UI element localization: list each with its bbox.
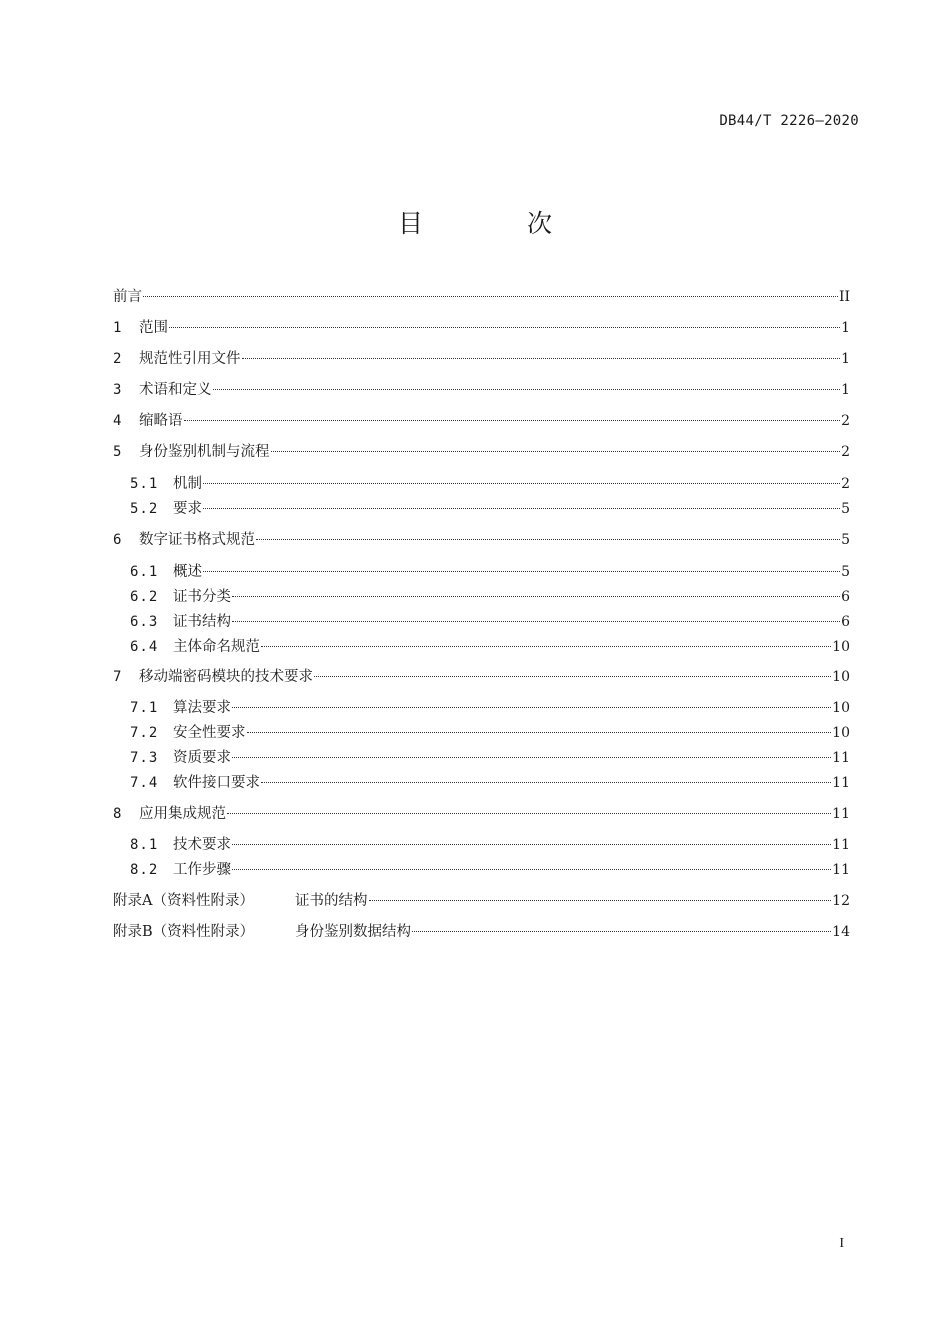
toc-entry-number: 6.3 [130, 614, 159, 630]
toc-entry-number: 附录A（资料性附录） [113, 893, 254, 909]
toc-entry-number: 5 [113, 444, 122, 460]
toc-entry-label: 机制 [173, 476, 202, 492]
toc-dot-leader [261, 646, 831, 647]
toc-entry-label: 概述 [173, 564, 202, 580]
toc-dot-leader [261, 782, 831, 783]
toc-entry-number: 3 [113, 382, 122, 398]
toc-entry[interactable] [130, 747, 850, 769]
toc-entry[interactable] [130, 611, 850, 633]
toc-entry-number: 7.2 [130, 725, 159, 741]
toc-dot-leader [314, 676, 831, 677]
toc-entry[interactable] [130, 722, 850, 744]
document-code: DB44/T 2226—2020 [719, 113, 859, 129]
toc-entry-label: 应用集成规范 [139, 806, 226, 822]
toc-entry-number: 6.4 [130, 639, 159, 655]
toc-entry-label: 证书的结构 [295, 893, 368, 909]
toc-entry-page: 11 [832, 837, 850, 853]
toc-entry-number: 7.4 [130, 775, 159, 791]
toc-dot-leader [213, 389, 841, 390]
toc-entry[interactable] [130, 772, 850, 794]
toc-entry-page: 5 [841, 532, 850, 548]
toc-entry-page: 10 [832, 700, 850, 716]
toc-title: 目 次 [398, 209, 600, 238]
toc-entry-label: 资质要求 [173, 750, 231, 766]
toc-entry[interactable] [130, 697, 850, 719]
toc-entry-label: 范围 [139, 320, 168, 336]
toc-entry-page: 11 [832, 806, 850, 822]
toc-entry-page: 11 [832, 750, 850, 766]
toc-dot-leader [232, 621, 840, 622]
toc-entry[interactable] [113, 529, 850, 551]
toc-dot-leader [203, 483, 840, 484]
toc-dot-leader [369, 900, 832, 901]
toc-entry-label: 前言 [113, 289, 142, 305]
toc-entry[interactable] [130, 636, 850, 658]
toc-entry-number: 2 [113, 351, 122, 367]
toc-entry[interactable] [113, 410, 850, 432]
toc-entry-label: 移动端密码模块的技术要求 [139, 669, 313, 685]
toc-entry[interactable] [113, 348, 850, 370]
toc-entry-label: 算法要求 [173, 700, 231, 716]
toc-entry[interactable] [113, 317, 850, 339]
toc-entry[interactable] [130, 586, 850, 608]
toc-entry-page: II [838, 289, 850, 305]
toc-entry-label: 身份鉴别机制与流程 [139, 444, 270, 460]
toc-dot-leader [412, 931, 831, 932]
toc-entry[interactable] [113, 379, 850, 401]
toc-dot-leader [184, 420, 841, 421]
toc-entry-page: 5 [841, 564, 850, 580]
toc-dot-leader [169, 327, 840, 328]
toc-entry-label: 术语和定义 [139, 382, 212, 398]
toc-entry-page: 10 [832, 725, 850, 741]
toc-entry[interactable] [113, 803, 850, 825]
toc-entry-label: 安全性要求 [173, 725, 246, 741]
toc-entry-label: 证书分类 [173, 589, 231, 605]
toc-dot-leader [247, 732, 832, 733]
toc-entry-number: 附录B（资料性附录） [113, 924, 255, 940]
toc-entry-page: 6 [841, 589, 850, 605]
toc-entry-label: 要求 [173, 501, 202, 517]
toc-entry-page: 5 [841, 501, 850, 517]
toc-entry-number: 6.1 [130, 564, 159, 580]
toc-entry-number: 1 [113, 320, 122, 336]
toc-entry-page: 11 [832, 775, 850, 791]
toc-entry-page: 11 [832, 862, 850, 878]
toc-dot-leader [232, 707, 831, 708]
toc-entry-number: 5.2 [130, 501, 159, 517]
toc-dot-leader [232, 596, 840, 597]
toc-dot-leader [256, 539, 840, 540]
toc-entry-label: 工作步骤 [173, 862, 231, 878]
toc-entry-number: 8.2 [130, 862, 159, 878]
toc-dot-leader [203, 508, 840, 509]
footer-page-number: I [839, 1236, 844, 1251]
toc-dot-leader [232, 844, 831, 845]
toc-entry[interactable] [130, 498, 850, 520]
toc-entry-page: 1 [841, 351, 850, 367]
toc-entry-label: 证书结构 [173, 614, 231, 630]
toc-entry[interactable] [113, 286, 850, 308]
toc-entry-page: 2 [841, 476, 850, 492]
toc-entry-page: 10 [832, 639, 850, 655]
toc-entry-number: 7 [113, 669, 122, 685]
toc-entry-number: 5.1 [130, 476, 159, 492]
toc-entry-number: 8.1 [130, 837, 159, 853]
toc-entry-page: 10 [832, 669, 850, 685]
toc-entry-number: 4 [113, 413, 122, 429]
toc-entry[interactable] [113, 441, 850, 463]
toc-entry-page: 1 [841, 382, 850, 398]
toc-entry-label: 软件接口要求 [173, 775, 260, 791]
toc-dot-leader [203, 571, 840, 572]
toc-entry[interactable] [130, 834, 850, 856]
toc-entry-page: 14 [832, 924, 850, 940]
toc-entry-number: 7.3 [130, 750, 159, 766]
toc-entry[interactable] [113, 666, 850, 688]
toc-entry-page: 2 [841, 413, 850, 429]
toc-entry[interactable] [130, 561, 850, 583]
toc-entry-label: 数字证书格式规范 [139, 532, 255, 548]
toc-entry-label: 主体命名规范 [173, 639, 260, 655]
toc-entry[interactable] [113, 890, 850, 912]
toc-entry-page: 12 [832, 893, 850, 909]
toc-entry-number: 6 [113, 532, 122, 548]
toc-entry-number: 7.1 [130, 700, 159, 716]
toc-dot-leader [271, 451, 841, 452]
toc-dot-leader [232, 869, 831, 870]
toc-entry[interactable] [130, 859, 850, 881]
toc-dot-leader [143, 296, 838, 297]
toc-entry-label: 身份鉴别数据结构 [295, 924, 411, 940]
toc-dot-leader [227, 813, 831, 814]
toc-entry-page: 2 [841, 444, 850, 460]
toc-entry[interactable] [113, 921, 850, 943]
toc-entry-label: 技术要求 [173, 837, 231, 853]
toc-entry-page: 1 [841, 320, 850, 336]
toc-dot-leader [242, 358, 841, 359]
toc-dot-leader [232, 757, 831, 758]
toc-entry-label: 规范性引用文件 [139, 351, 241, 367]
toc-entry[interactable] [130, 473, 850, 495]
toc-entry-page: 6 [841, 614, 850, 630]
toc-entry-number: 8 [113, 806, 122, 822]
toc-entry-label: 缩略语 [139, 413, 183, 429]
toc-entry-number: 6.2 [130, 589, 159, 605]
